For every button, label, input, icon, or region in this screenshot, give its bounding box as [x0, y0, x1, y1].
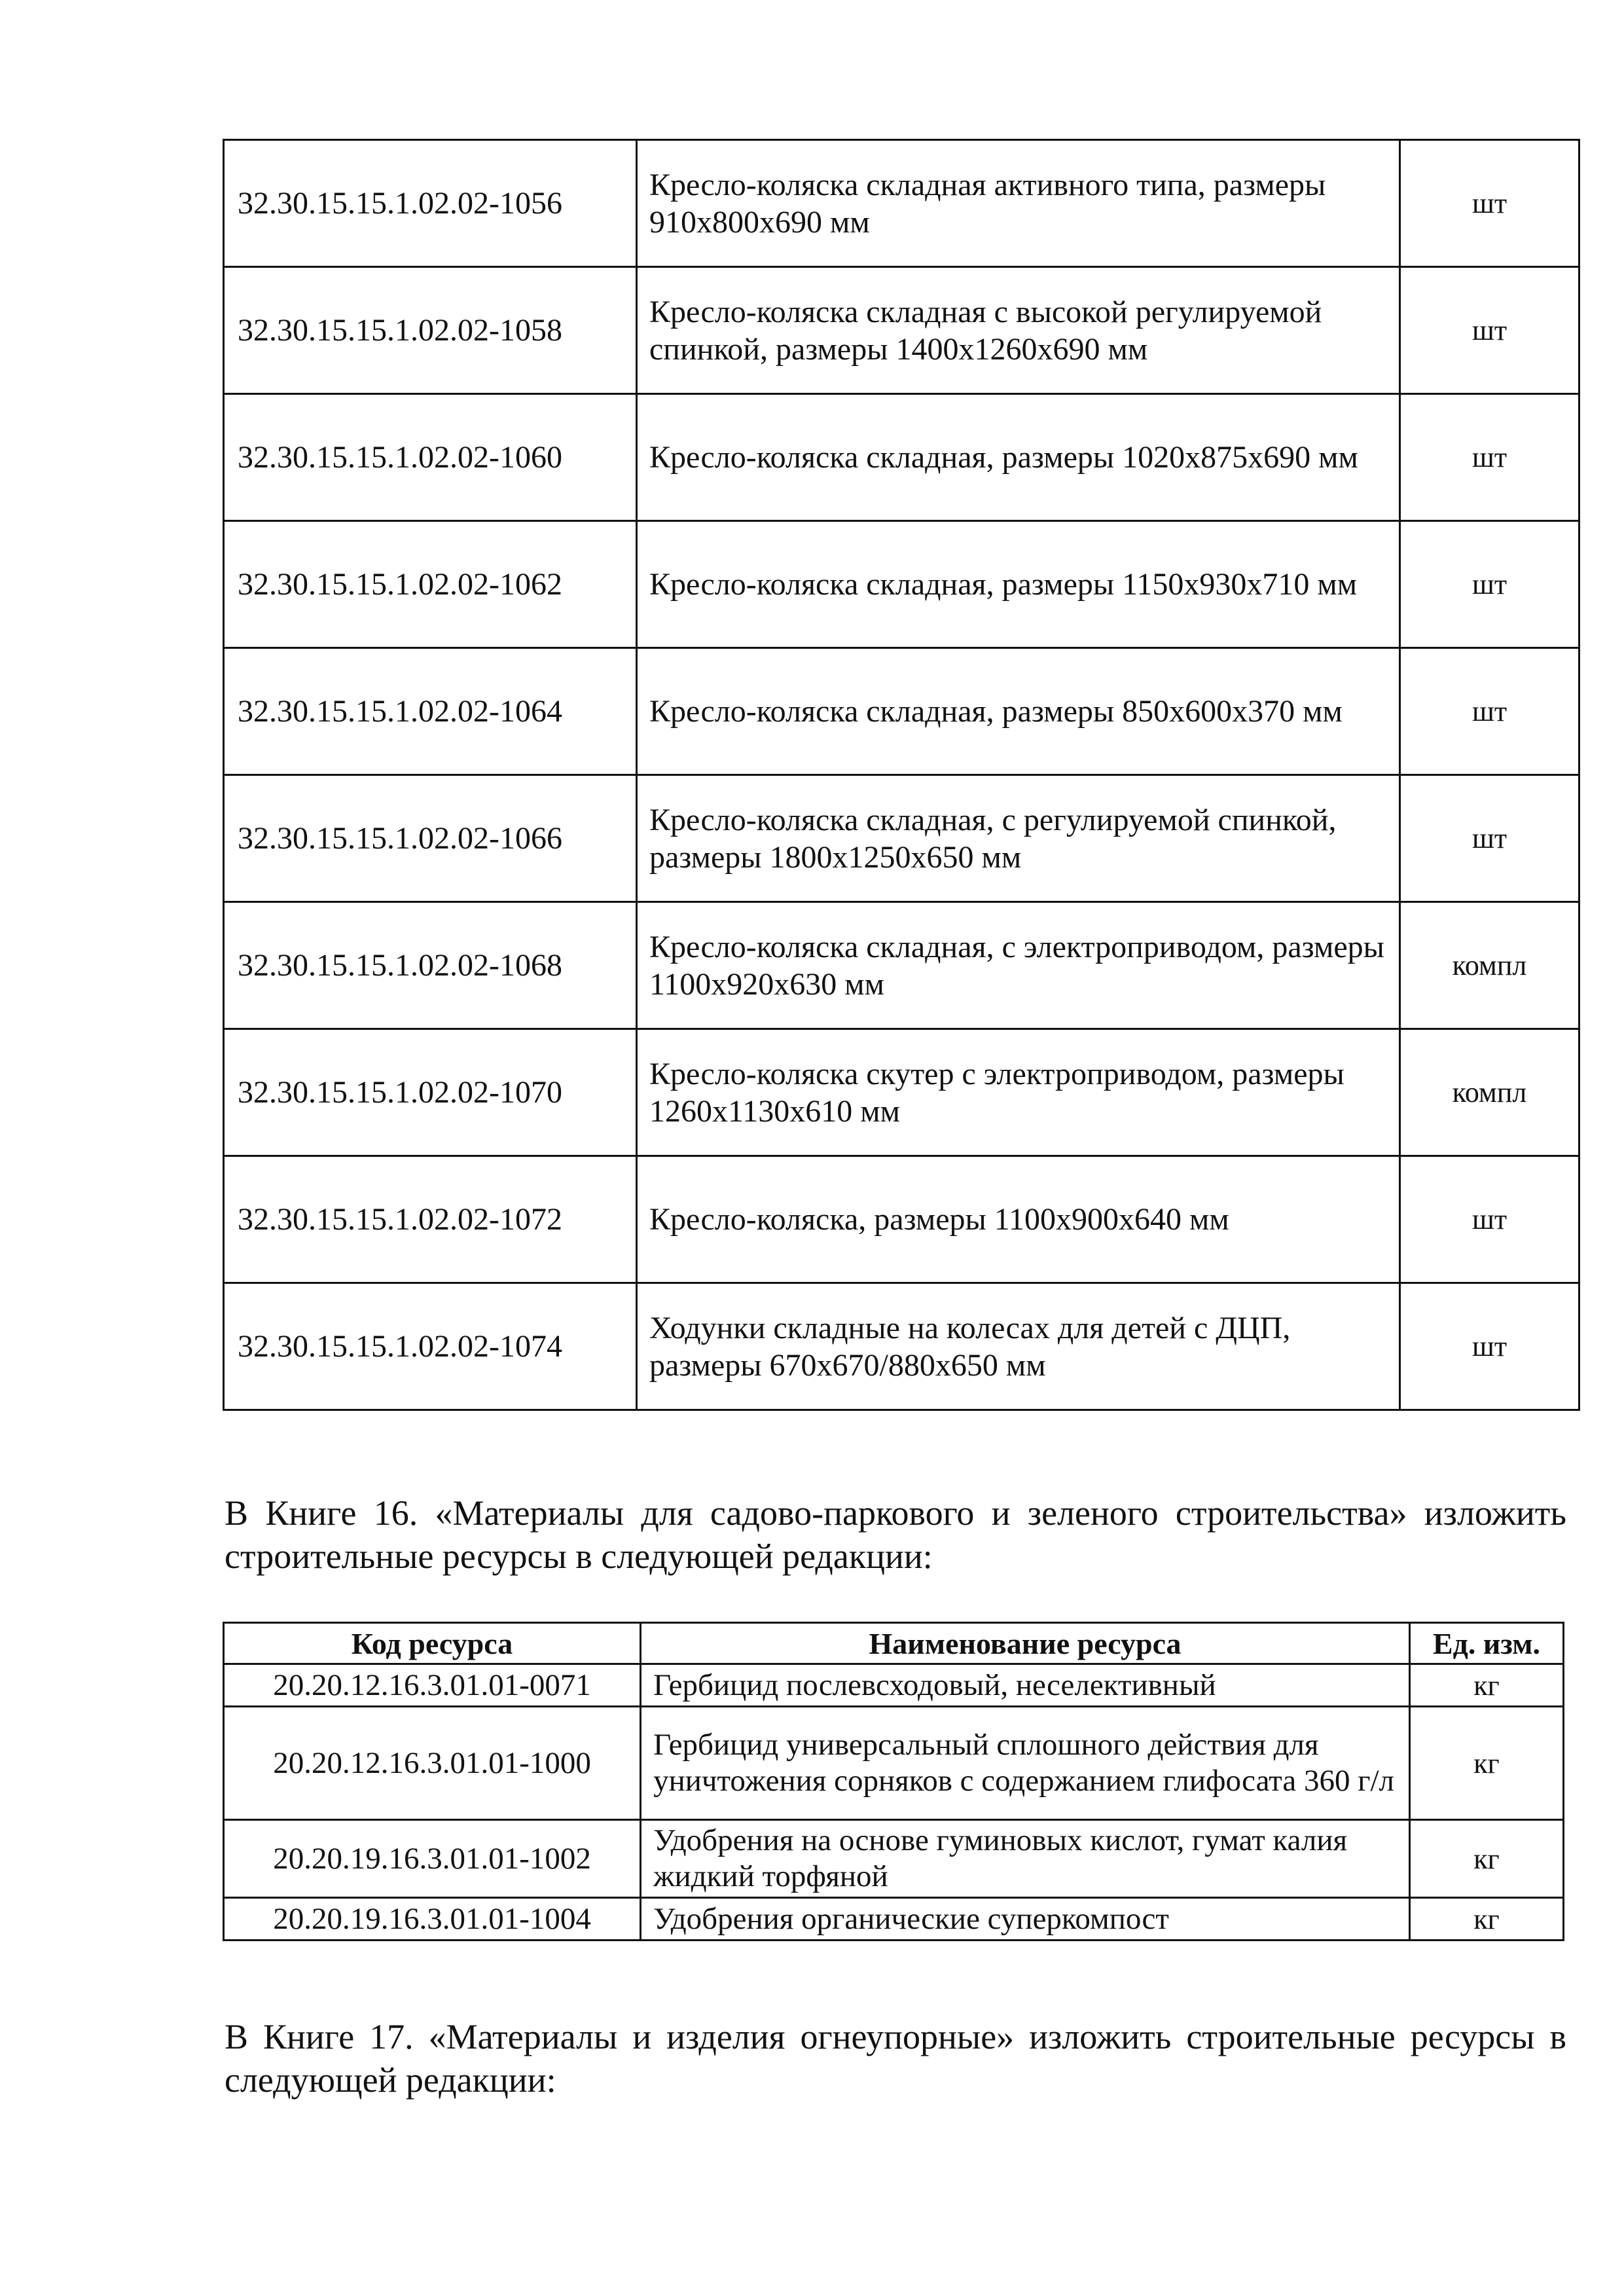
resource-unit: кг	[1409, 1898, 1563, 1941]
table-row	[224, 1898, 1564, 1941]
resource-name: Удобрения органические суперкомпост	[641, 1898, 1410, 1941]
table-row	[224, 267, 1579, 394]
resource-unit: шт	[1400, 775, 1579, 902]
resource-name: Гербицид послевсходовый, неселективный	[641, 1664, 1410, 1707]
table-row	[224, 1156, 1579, 1283]
resource-code: 20.20.12.16.3.01.01-0071	[224, 1664, 641, 1707]
table-row	[224, 1820, 1564, 1898]
resource-unit: кг	[1409, 1664, 1563, 1707]
resource-name: Удобрения на основе гуминовых кислот, гумат калия жидкий торфяной	[641, 1820, 1410, 1898]
garden-materials-table	[223, 1622, 1564, 1941]
resource-code: 32.30.15.15.1.02.02-1066	[224, 775, 637, 902]
resource-unit: кг	[1409, 1707, 1563, 1820]
table-row	[224, 394, 1579, 521]
resource-unit: компл	[1400, 902, 1579, 1029]
resource-unit: шт	[1400, 1156, 1579, 1283]
resource-code: 32.30.15.15.1.02.02-1064	[224, 648, 637, 775]
table-row	[224, 1283, 1579, 1410]
resource-code: 32.30.15.15.1.02.02-1068	[224, 902, 637, 1029]
table-header-row	[224, 1623, 1564, 1664]
resource-name: Ходунки складные на колесах для детей с ДЦП, размеры 670х670/880х650 мм	[637, 1283, 1400, 1410]
resource-unit: шт	[1400, 394, 1579, 521]
resource-name: Кресло-коляска складная с высокой регулируемой спинкой, размеры 1400х1260х690 мм	[637, 267, 1400, 394]
table-row	[224, 1707, 1564, 1820]
table-row	[224, 1029, 1579, 1156]
resource-code: 32.30.15.15.1.02.02-1056	[224, 140, 637, 267]
header-resource-code: Код ресурса	[224, 1623, 641, 1664]
table-row	[224, 140, 1579, 267]
resource-code: 32.30.15.15.1.02.02-1074	[224, 1283, 637, 1410]
resource-code: 32.30.15.15.1.02.02-1058	[224, 267, 637, 394]
resource-name: Кресло-коляска складная, размеры 1150х930х710 мм	[637, 521, 1400, 648]
header-resource-name: Наименование ресурса	[641, 1623, 1410, 1664]
resource-unit: шт	[1400, 521, 1579, 648]
table-row	[224, 521, 1579, 648]
table-row	[224, 902, 1579, 1029]
table-row	[224, 648, 1579, 775]
table-row	[224, 775, 1579, 902]
resource-code: 32.30.15.15.1.02.02-1060	[224, 394, 637, 521]
resource-unit: кг	[1409, 1820, 1563, 1898]
table-row	[224, 1664, 1564, 1707]
resource-code: 32.30.15.15.1.02.02-1070	[224, 1029, 637, 1156]
resource-name: Кресло-коляска складная, с электроприводом, размеры 1100х920х630 мм	[637, 902, 1400, 1029]
resource-code: 20.20.12.16.3.01.01-1000	[224, 1707, 641, 1820]
resource-name: Кресло-коляска скутер с электроприводом, размеры 1260х1130х610 мм	[637, 1029, 1400, 1156]
resource-unit: компл	[1400, 1029, 1579, 1156]
resource-unit: шт	[1400, 267, 1579, 394]
resource-unit: шт	[1400, 140, 1579, 267]
resource-name: Кресло-коляска складная, размеры 1020х875х690 мм	[637, 394, 1400, 521]
resource-unit: шт	[1400, 648, 1579, 775]
resource-unit: шт	[1400, 1283, 1579, 1410]
resource-name: Кресло-коляска складная, с регулируемой спинкой, размеры 1800х1250х650 мм	[637, 775, 1400, 902]
resource-name: Кресло-коляска, размеры 1100х900х640 мм	[637, 1156, 1400, 1283]
book17-instruction: В Книге 17. «Материалы и изделия огнеупорные» изложить строительные ресурсы в следующей редакции:	[225, 2017, 1566, 2100]
resource-name: Гербицид универсальный сплошного действия для уничтожения сорняков с содержанием глифосата 360 г/л	[641, 1707, 1410, 1820]
resource-code: 20.20.19.16.3.01.01-1004	[224, 1898, 641, 1941]
resource-code: 20.20.19.16.3.01.01-1002	[224, 1820, 641, 1898]
header-unit: Ед. изм.	[1409, 1623, 1563, 1664]
resource-name: Кресло-коляска складная активного типа, размеры 910х800х690 мм	[637, 140, 1400, 267]
resource-code: 32.30.15.15.1.02.02-1062	[224, 521, 637, 648]
resource-code: 32.30.15.15.1.02.02-1072	[224, 1156, 637, 1283]
wheelchair-resources-table	[223, 139, 1580, 1411]
resource-name: Кресло-коляска складная, размеры 850х600х370 мм	[637, 648, 1400, 775]
book16-instruction: В Книге 16. «Материалы для садово-паркового и зеленого строительства» изложить строительные ресурсы в следующей редакции:	[225, 1493, 1566, 1576]
